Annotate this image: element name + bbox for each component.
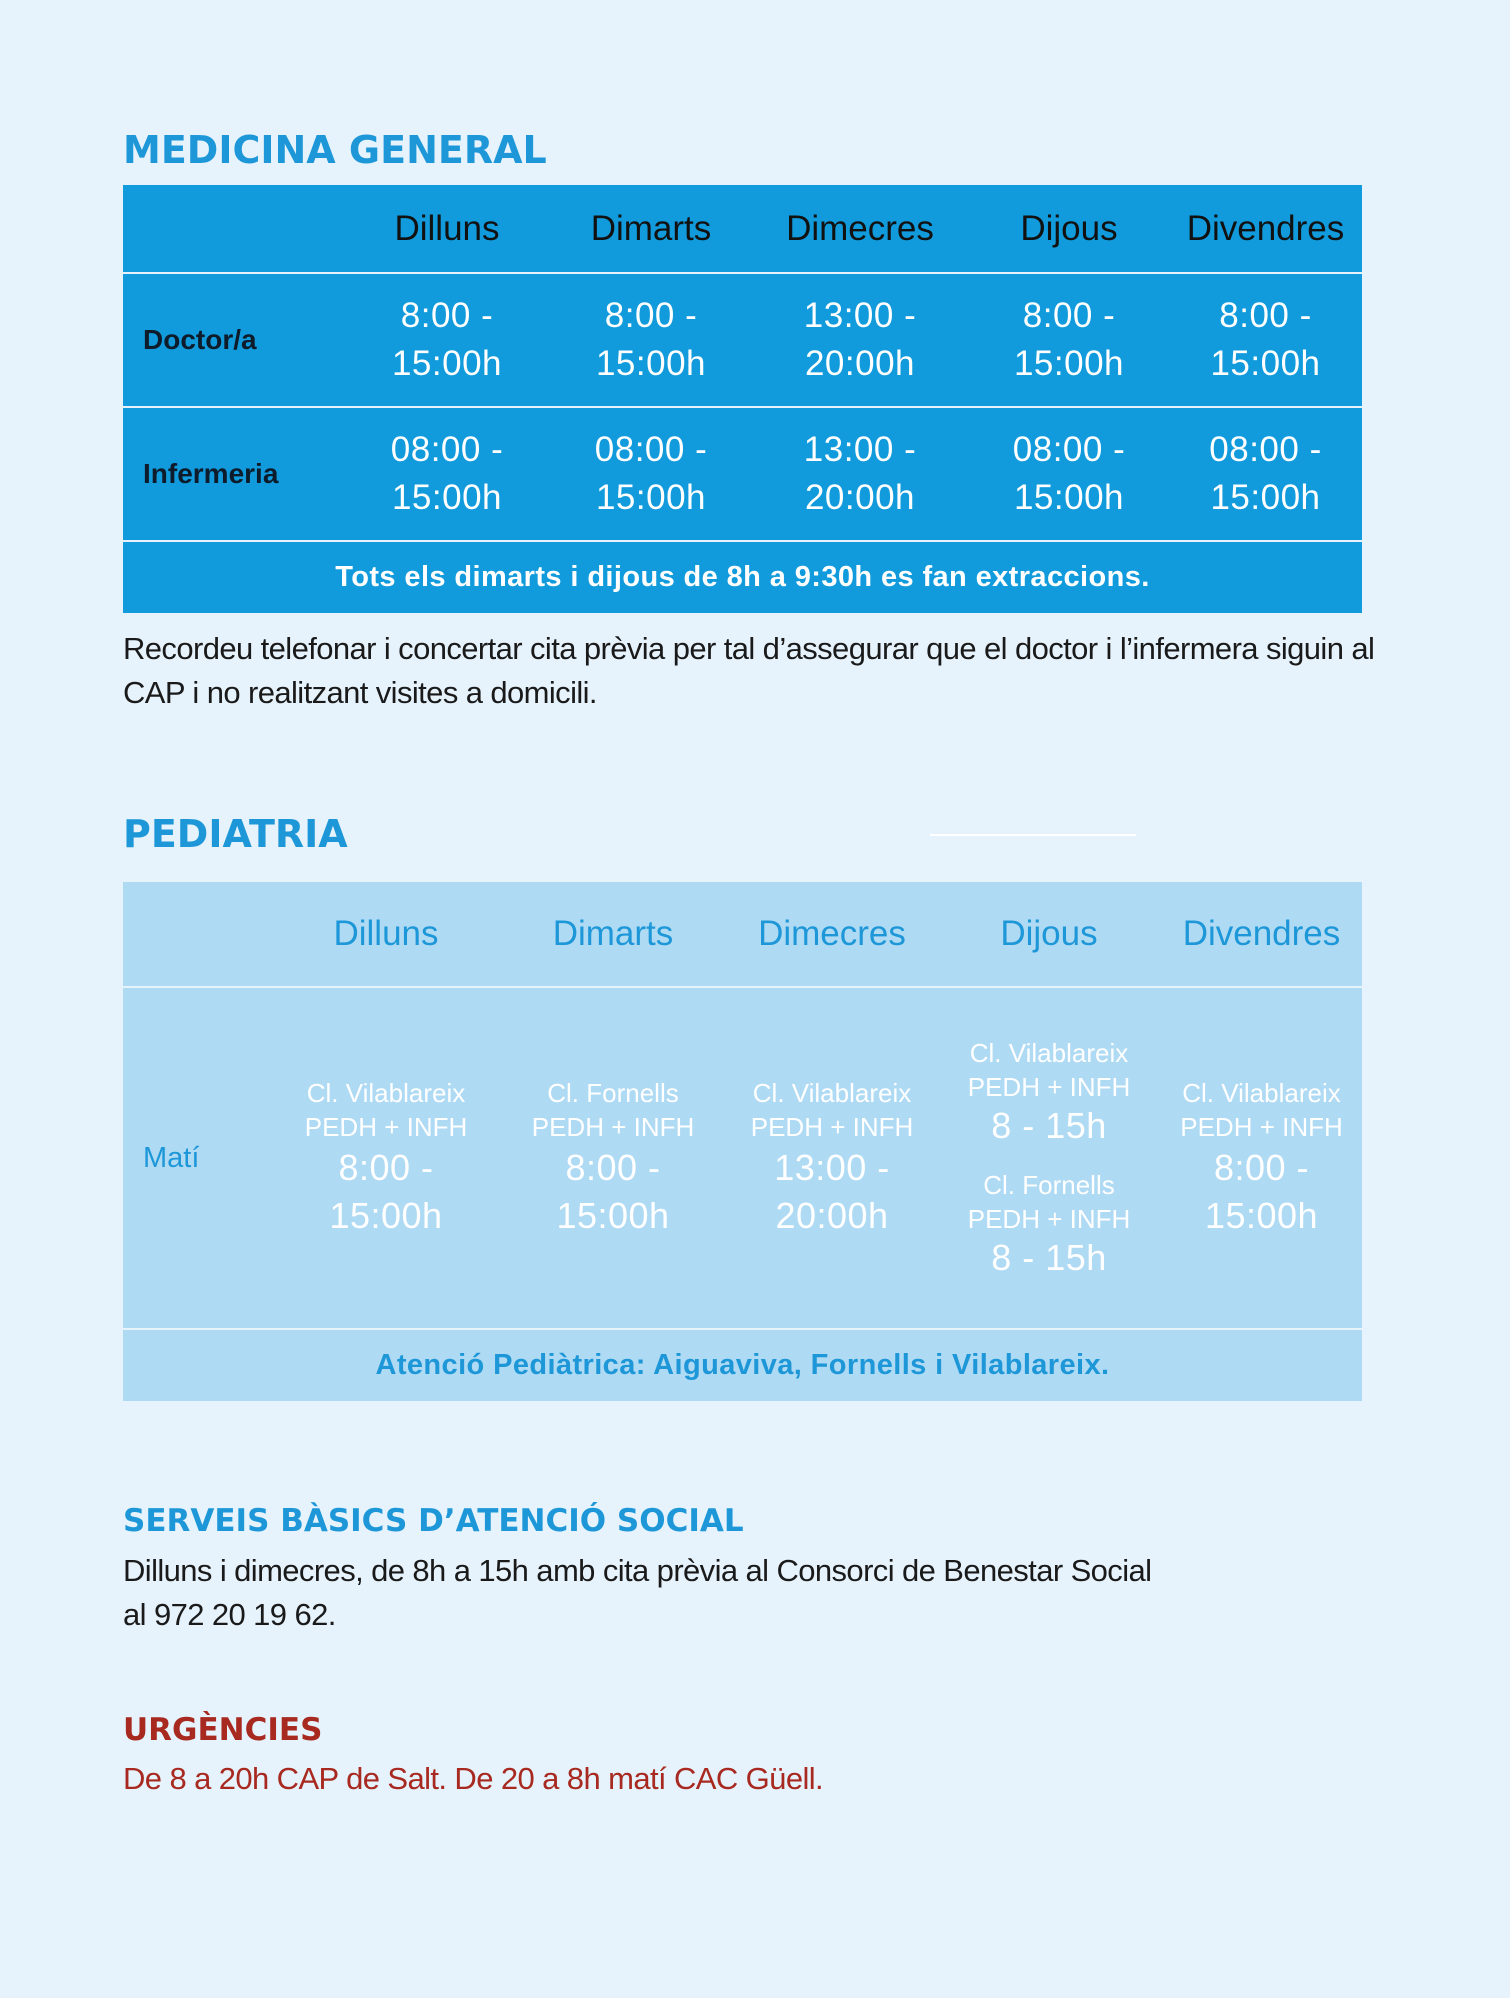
header-day: Dilluns [394,208,500,248]
time-end: 15:00h [1013,478,1125,517]
schedule-cell [499,987,727,1329]
service-type: PEDH + INFH [304,1112,468,1142]
time-end: 15:00h [1204,1195,1319,1236]
table-footer-row [123,541,1362,613]
time-start: 08:00 - [1209,430,1322,469]
service-type: PEDH + INFH [967,1204,1131,1234]
service-type: PEDH + INFH [1180,1112,1343,1142]
time-end: 20:00h [804,478,916,517]
schedule-cell [343,273,551,407]
header-day: Divendres [1186,208,1345,248]
service-type: PEDH + INFH [750,1112,914,1142]
time-start: 8:00 - [400,296,494,335]
header-day: Dijous [1000,914,1098,953]
time-start: 8:00 - [1022,296,1116,335]
time-start: 8:00 - [338,1147,434,1188]
serveis-socials-line-1: Dilluns i dimecres, de 8h a 15h amb cita prèvia al Consorci de Benestar Social [123,1553,1152,1588]
schedule-cell [273,987,499,1329]
time-end: 15:00h [1210,478,1321,517]
header-day: Dimecres [786,208,934,248]
service-type: PEDH + INFH [531,1112,695,1142]
spacer [937,1148,1161,1168]
atencio-pediatrica-note: Atenció Pediàtrica: Aiguaviva, Fornells i Vilablareix. [375,1349,1110,1381]
urgencies-text: De 8 a 20h CAP de Salt. De 20 a 8h matí CAC Güell. [123,1761,824,1796]
schedule-cell [969,273,1169,407]
clinic-name: Cl. Vilablareix [306,1078,466,1108]
schedule-cell [1169,273,1362,407]
section-title-serveis-socials: SERVEIS BÀSICS D’ATENCIÓ SOCIAL [123,1503,744,1539]
table-row-infermeria [123,407,1362,541]
time-end: 15:00h [391,344,503,383]
schedule-cell [551,407,751,541]
header-corner [123,882,273,987]
serveis-socials-line-2: al 972 20 19 62. [123,1597,336,1632]
section-title-urgencies: URGÈNCIES [123,1712,323,1748]
row-label-doctor: Doctor/a [143,324,257,355]
schedule-cell [751,273,969,407]
clinic-name: Cl. Vilablareix [752,1078,912,1108]
time-start: 8:00 - [1219,296,1312,335]
time-end: 15:00h [556,1195,670,1236]
time-end: 15:00h [595,344,707,383]
clinic-name: Cl. Fornells [547,1078,679,1108]
time-end: 15:00h [1013,344,1125,383]
header-day: Divendres [1182,914,1341,953]
schedule-cell [727,987,937,1329]
time-start: 08:00 - [1012,430,1126,469]
schedule-cell [937,987,1161,1329]
row-label-mati: Matí [143,1141,200,1174]
time-end: 15:00h [595,478,707,517]
table-header-row [123,882,1362,987]
section-title-medicina-general: MEDICINA GENERAL [123,128,547,172]
time-start: 08:00 - [390,430,504,469]
time-start: 13:00 - [803,296,917,335]
time-range: 8 - 15h [991,1105,1107,1146]
time-end: 15:00h [329,1195,443,1236]
header-day: Dimarts [590,208,712,248]
time-start: 8:00 - [1213,1147,1310,1188]
time-start: 13:00 - [803,430,917,469]
pediatria-schedule-table [123,882,1362,1401]
schedule-cell [1161,987,1362,1329]
table-row-mati [123,987,1362,1329]
section-title-pediatria: PEDIATRIA [123,812,348,856]
extraccions-note: Tots els dimarts i dijous de 8h a 9:30h es fan extraccions. [335,561,1150,593]
time-start: 8:00 - [565,1147,661,1188]
table-row-doctor [123,273,1362,407]
clinic-name: Cl. Vilablareix [1182,1078,1341,1108]
time-start: 13:00 - [774,1147,890,1188]
clinic-name: Cl. Vilablareix [969,1038,1129,1068]
medicina-general-schedule-table [123,185,1362,613]
row-label-infermeria: Infermeria [143,458,279,489]
header-day: Dijous [1020,208,1118,248]
table-footer-row [123,1329,1362,1401]
schedule-cell [343,407,551,541]
time-start: 08:00 - [594,430,708,469]
header-day: Dimecres [758,914,906,953]
schedule-cell [751,407,969,541]
cita-previa-note: Recordeu telefonar i concertar cita prèvia per tal d’assegurar que el doctor i l’infermera siguin al CAP i no realitzant visites a domicili. [123,631,1375,710]
time-end: 15:00h [391,478,503,517]
time-end: 20:00h [804,344,916,383]
serveis-socials-text [123,1549,1363,1637]
service-type: PEDH + INFH [967,1072,1131,1102]
table-header-row [123,185,1362,273]
header-day: Dilluns [333,914,439,953]
header-corner [123,185,343,273]
time-start: 8:00 - [604,296,698,335]
time-range: 8 - 15h [991,1237,1107,1278]
time-end: 20:00h [775,1195,889,1236]
schedule-cell [551,273,751,407]
time-end: 15:00h [1210,344,1321,383]
header-day: Dimarts [552,914,674,953]
schedule-cell [969,407,1169,541]
decorative-divider [930,834,1136,836]
schedule-cell [1169,407,1362,541]
clinic-name: Cl. Fornells [983,1170,1115,1200]
